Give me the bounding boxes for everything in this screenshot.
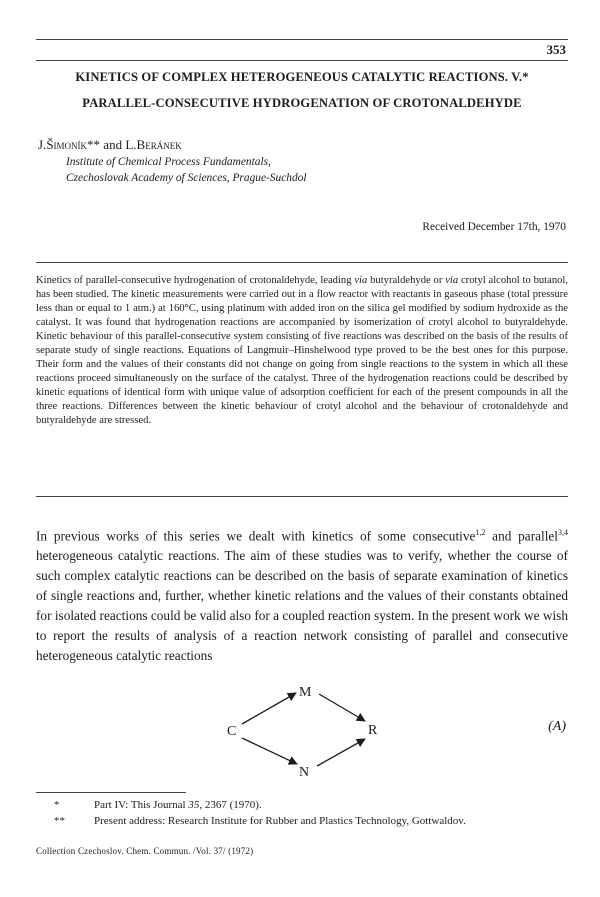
node-n: N <box>299 765 310 780</box>
author-2-surname: Beránek <box>136 137 182 152</box>
abstract-part-1: Kinetics of parallel-consecutive hydrogenation of crotonaldehyde, leading <box>36 275 355 286</box>
abstract-part-2: butyraldehyde or <box>367 275 446 286</box>
abstract-via-2: via <box>445 275 459 286</box>
affiliation-line-2: Czechoslovak Academy of Sciences, Prague-Suchdol <box>66 172 307 184</box>
abstract-rule-bottom <box>36 496 568 497</box>
author-1-footnote-mark: ** <box>87 137 101 152</box>
reaction-scheme <box>215 676 395 788</box>
node-m: M <box>299 685 312 700</box>
footnote-rule <box>36 792 186 793</box>
abstract-part-3: crotyl alcohol to butanol, has been studied. The kinetic measurements were carried out in a flow reactor with reactants in gaseous phase (total pressure less than or equal to 1 atm.) at 160°C, using platinum with added iron on the silica gel modified by sodium hydroxide as the catalyst. It was found that hydrogenation reactions are accompanied by isomerization of crotyl alcohol to butyraldehyde. Kinetic behaviour of this parallel-consecutive system consisting of five reactions was described on the basis of the results of separate study of single reactions. Equations of Langmuir–Hinshelwood type proved to be the best ones for this purpose. Their form and the values of their constants did not change on going from single reactions to the system in which all these reactions proceed simultaneously on the surface of the catalyst. Three of the hydrogenation reactions could be described by kinetic equations of identical form with unique value of adsorption coefficient for each of the present compounds in all the three reactions. Differences between the kinetic behaviour of crotyl alcohol and the behaviour of crotonaldehyde and butyraldehyde are stressed. <box>36 275 569 426</box>
arrow-c-to-m <box>242 693 296 724</box>
header-rule-bottom <box>36 60 568 61</box>
footnote-2-text: Present address: Research Institute for Rubber and Plastics Technology, Gottwaldov. <box>94 815 466 827</box>
author-1-surname: Šimoník <box>46 137 88 152</box>
article-title-line-2: PARALLEL-CONSECUTIVE HYDROGENATION OF CROTONALDEHYDE <box>82 96 522 110</box>
body-part-2: and parallel <box>485 528 559 544</box>
header-rule-top <box>36 39 568 40</box>
footnote-2 <box>54 815 466 827</box>
footnote-1-text: Part IV: This Journal <box>94 799 189 811</box>
reference-1-2: 1,2 <box>475 528 486 537</box>
arrow-n-to-r <box>317 739 365 766</box>
abstract-rule-top <box>36 262 568 263</box>
page-number: 353 <box>546 42 566 57</box>
affiliation-line-1: Institute of Chemical Process Fundamentals, <box>66 156 271 168</box>
body-paragraph <box>36 523 568 666</box>
footnote-2-mark: ** <box>54 815 65 827</box>
author-conjunction: and <box>103 137 123 152</box>
node-c: C <box>227 724 237 739</box>
footnote-1-volume: 35, <box>188 799 203 811</box>
arrow-m-to-r <box>319 694 365 721</box>
node-r: R <box>368 723 378 738</box>
abstract <box>36 274 568 428</box>
body-part-3: heterogeneous catalytic reactions. The aim of these studies was to verify, whether the course of such complex catalytic reactions can be described on the basis of separate examination of kinetics of single reactions and, further, whether kinetic relations and the values of their constants obtained for isolated reactions could be valid also for a coupled reaction system. In the present work we wish to report the results of analysis of a reaction network consisting of parallel and consecutive heterogeneous catalytic reactions <box>36 548 568 664</box>
scheme-label: (A) <box>548 719 566 734</box>
body-text <box>36 523 568 666</box>
arrow-c-to-n <box>242 738 297 764</box>
abstract-text <box>36 274 568 428</box>
body-part-1: In previous works of this series we dealt with kinetics of some consecutive <box>36 528 476 544</box>
author-2-initial: L. <box>125 137 137 152</box>
article-title-line-1: KINETICS OF COMPLEX HETEROGENEOUS CATALYTIC REACTIONS. V.* <box>75 70 529 84</box>
footnote-1-rest: 2367 (1970). <box>202 799 262 811</box>
footnote-1-mark: * <box>54 799 60 811</box>
journal-footer: Collection Czechoslov. Chem. Commun. /Vol. 37/ (1972) <box>36 846 254 856</box>
author-line <box>38 137 182 153</box>
author-1-initial: J. <box>38 137 47 152</box>
received-date: Received December 17th, 1970 <box>422 221 566 233</box>
footnote-1 <box>54 799 262 811</box>
reference-3-4: 3,4 <box>558 528 569 537</box>
abstract-via-1: via <box>354 275 368 286</box>
